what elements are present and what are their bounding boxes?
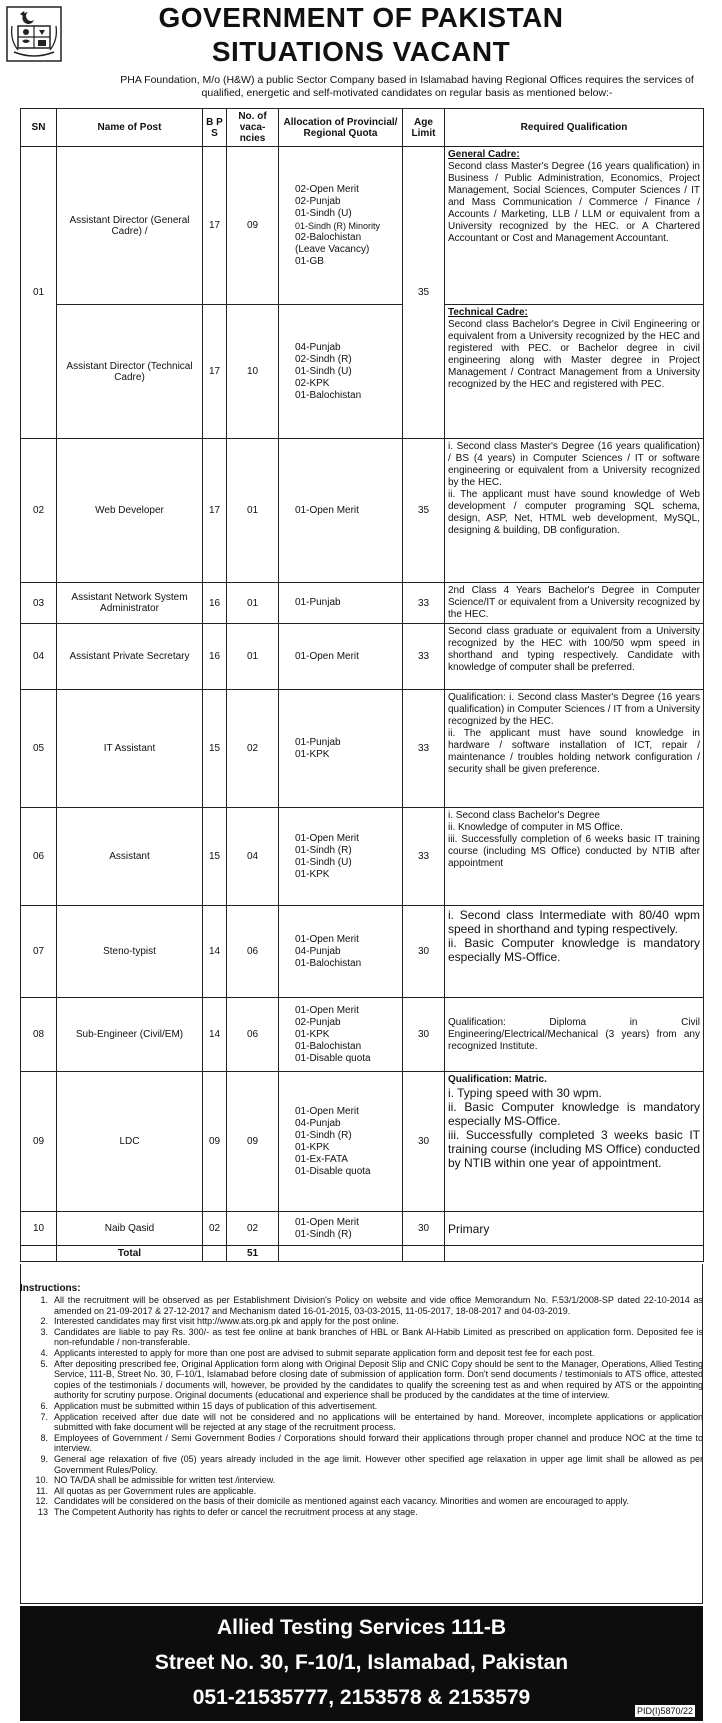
- quota-item: 02-Sindh (R): [295, 353, 352, 365]
- instruction-text: Applicants interested to apply for more than one post are advised to submit separate application form and deposit test fee for each post.: [54, 1347, 595, 1358]
- row-sn: 01: [21, 147, 57, 439]
- qualification: [445, 808, 704, 906]
- vacancies: 01: [227, 439, 279, 583]
- instruction-item: [20, 1496, 703, 1507]
- bps: 15: [203, 808, 227, 906]
- instruction-number: 12.: [35, 1496, 48, 1507]
- quota-item: 01-KPK: [295, 868, 330, 880]
- col-qualification: Required Qualification: [445, 109, 704, 147]
- table-row: [21, 439, 704, 583]
- table-row: [21, 998, 704, 1072]
- instruction-item: [20, 1327, 703, 1348]
- vacancies: 02: [227, 690, 279, 808]
- quota-item: 01-Open Merit: [295, 832, 359, 844]
- vacancies: 01: [227, 583, 279, 624]
- quota-item: (Leave Vacancy): [295, 243, 370, 255]
- qualification-text: ii. The applicant must have sound knowledge in hardware / software installation of ICT, repair / maintenance / troubles holding network configuration / security shall be given preference.: [448, 728, 700, 775]
- age-limit: 30: [403, 998, 445, 1072]
- instruction-item: [20, 1475, 703, 1486]
- quota-item: 02-Balochistan: [295, 231, 362, 243]
- instruction-text: Candidates are liable to pay Rs. 300/- as test fee online at bank branches of HBL or Bank Al-Habib Limited as prescribed on application form. Deposited fee is non-refundable / non-transferable.: [54, 1326, 703, 1348]
- quota-item: 01-Sindh (U): [295, 856, 352, 868]
- quota-item: 02-Punjab: [295, 1016, 341, 1028]
- post-name: Assistant: [57, 808, 203, 906]
- qualification-item: ii. Knowledge of computer in MS Office.: [448, 822, 623, 833]
- vacancies: 06: [227, 998, 279, 1072]
- row-sn: 02: [21, 439, 57, 583]
- instruction-number: 1.: [40, 1295, 48, 1305]
- quota-list: [279, 305, 403, 439]
- quota-item: 01-KPK: [295, 748, 330, 760]
- vacancies: 09: [227, 147, 279, 305]
- post-name: Web Developer: [57, 439, 203, 583]
- instruction-item: [20, 1454, 703, 1475]
- footer-phone: 051-21535777, 2153578 & 2153579: [192, 1686, 531, 1709]
- qualification-heading: General Cadre:: [448, 149, 520, 160]
- post-name: Steno-typist: [57, 906, 203, 998]
- footer-address: Street No. 30, F-10/1, Islamabad, Pakistan: [154, 1651, 569, 1674]
- quota-list: [279, 439, 403, 583]
- qualification-heading: Qualification: Matric.: [448, 1074, 547, 1085]
- instruction-item: [20, 1295, 703, 1316]
- row-sn: 07: [21, 906, 57, 998]
- instruction-item: [20, 1316, 703, 1327]
- qualification-text: Second class Bachelor's Degree in Civil Engineering or equivalent from a University recognized by the HEC and registered with PEC. or Bachelor degree in civil engineering along with Master degree in Project Management / Contract Management from a University recognized by the HEC and registered with PEC.: [448, 319, 700, 390]
- bps: 17: [203, 439, 227, 583]
- post-name: LDC: [57, 1072, 203, 1212]
- instruction-text: Application must be submitted within 15 days of publication of this advertisement.: [54, 1400, 378, 1411]
- instruction-text: The Competent Authority has rights to defer or cancel the recruitment process at any stage.: [54, 1506, 418, 1517]
- vacancies: 06: [227, 906, 279, 998]
- quota-item: 01-Open Merit: [295, 1105, 359, 1117]
- quota-item: 01-Punjab: [295, 736, 341, 748]
- quota-list: [279, 1072, 403, 1212]
- instruction-text: Candidates will be considered on the basis of their domicile as mentioned against each vacancy. Minorities and women are encouraged to apply.: [54, 1496, 629, 1507]
- quota-item: 01-Sindh (R) Minority: [295, 220, 381, 231]
- quota-list: [279, 690, 403, 808]
- table-header-row: [21, 109, 704, 147]
- table-row: [21, 808, 704, 906]
- qualification-item: ii. Basic Computer knowledge is mandatory especially MS-Office.: [448, 1100, 700, 1128]
- row-sn: 10: [21, 1212, 57, 1246]
- table-row: [21, 690, 704, 808]
- instruction-text: All the recruitment will be observed as per Establishment Division's Policy on website and vide office Memorandum No. F.53/1/2008-SP dated 22-10-2014 as amended on 21-09-2017 & 27-12-2017 and Mechanism dated 16-01-2015, 03-03-2015, 11-05-2017, 18-08-2017 and 04-03-2019.: [54, 1295, 703, 1316]
- post-name: Assistant Private Secretary: [57, 624, 203, 690]
- qualification-text: ii. The applicant must have sound knowledge of Web development / computer programing SQL schema, design, ASP, Net, HTML web development, MySQL, designing & building, DB configuration.: [448, 489, 700, 536]
- table-row: [21, 305, 704, 439]
- bps: 17: [203, 147, 227, 305]
- qualification-text: i. Second class Master's Degree (16 years qualification) / BS (4 years) in Computer Sciences / IT or software engineering or equivalent from a University recognized by the HEC.: [448, 441, 700, 488]
- pid-number: PID(I)5870/22: [636, 1706, 693, 1716]
- col-sn: SN: [21, 109, 57, 147]
- quota-list: [279, 808, 403, 906]
- instruction-number: 2.: [40, 1316, 48, 1327]
- instruction-item: [20, 1433, 703, 1454]
- quota-item: 01-Punjab: [295, 597, 341, 608]
- qualification-text: Qualification: Diploma in Civil Engineering/Electrical/Mechanical (3 years) from any recognized Institute.: [445, 998, 704, 1072]
- quota-list: [279, 906, 403, 998]
- table-row: [21, 147, 704, 305]
- age-limit: 35: [403, 439, 445, 583]
- vacancy-table: [20, 108, 704, 1262]
- instruction-number: 11.: [36, 1485, 48, 1496]
- quota-list: [279, 147, 403, 305]
- bps: 02: [203, 1212, 227, 1246]
- quota-item: 02-KPK: [295, 377, 330, 389]
- instruction-text: NO TA/DA shall be admissible for written test /interview.: [54, 1475, 276, 1486]
- age-limit: 33: [403, 808, 445, 906]
- instruction-item: [20, 1486, 703, 1497]
- qualification: [445, 147, 704, 305]
- quota-item: 01-Open Merit: [295, 650, 359, 662]
- age-limit: 33: [403, 690, 445, 808]
- instruction-number: 6.: [40, 1400, 48, 1411]
- instruction-text: Application received after due date will not be considered and no applications will be entertained by hand. Moreover, incomplete applications or application submitted with fake document will be rejected at any stage of the recruitment process.: [54, 1411, 703, 1433]
- quota-item: 01-Ex-FATA: [295, 1153, 348, 1165]
- quota-item: 04-Punjab: [295, 945, 341, 957]
- quota-item: 01-Balochistan: [295, 389, 362, 401]
- qualification: [445, 1072, 704, 1212]
- post-name: Naib Qasid: [57, 1212, 203, 1246]
- qualification: [445, 439, 704, 583]
- quota-item: 02-Punjab: [295, 195, 341, 207]
- col-age: Age Limit: [403, 109, 445, 147]
- instruction-text: Interested candidates may first visit http://www.ats.org.pk and apply for the post online.: [54, 1316, 399, 1327]
- quota-item: 01-Sindh (U): [295, 365, 352, 377]
- qualification-item: iii. Successfully completed 3 weeks basic IT training course (including MS Office) conducted by NTIB within one year of appointment.: [448, 1128, 700, 1170]
- bps: 09: [203, 1072, 227, 1212]
- age-limit: 30: [403, 906, 445, 998]
- page-subtitle: SITUATIONS VACANT: [211, 36, 511, 67]
- quota-item: 01-Sindh (R): [295, 844, 352, 856]
- quota-item: 01-Sindh (U): [295, 207, 352, 219]
- quota-item: 01-Open Merit: [295, 1004, 359, 1016]
- quota-list: [279, 624, 403, 690]
- qualification-item: i. Typing speed with 30 wpm.: [448, 1086, 602, 1100]
- qualification-text: Qualification: i. Second class Master's Degree (16 years qualification) in Computer Sciences / IT from a University recognized by the HEC.: [448, 692, 700, 727]
- qualification-item: iii. Successfully completion of 6 weeks basic IT training course (including MS Office) conducted by NTIB after appointment: [448, 834, 700, 869]
- total-value: 51: [227, 1246, 279, 1262]
- col-post: Name of Post: [57, 109, 203, 147]
- instruction-text: Employees of Government / Semi Government Bodies / Corporations should forward their applications through proper channel and produce NOC at the time to interview.: [54, 1432, 703, 1454]
- age-limit: 33: [403, 624, 445, 690]
- col-bps: B P S: [203, 109, 227, 147]
- quota-item: 04-Punjab: [295, 341, 341, 353]
- vacancies: 01: [227, 624, 279, 690]
- qualification-text: Second class graduate or equivalent from a University recognized by the HEC with 100/50 wpm speed in shorthand and typing respectively. Candidate with knowledge of computer shall be preferred.: [445, 624, 704, 690]
- col-quota: Allocation of Provincial/ Regional Quota: [279, 109, 403, 147]
- table-row: [21, 1072, 704, 1212]
- post-name: IT Assistant: [57, 690, 203, 808]
- vacancies: 04: [227, 808, 279, 906]
- instruction-text: After depositing prescribed fee, Original Application form along with Original Deposit Slip and CNIC Copy should be sent to the Manager, Operations, Allied Testing Service, 111-B, Street No. 30, F-10/1, Islamabad before closing date of submission of application form. Don't send documents / testimonials to ATS office, attested copies of the testimonials / documents will, however, be provided by the candidates to qualify the screening test as and when required by ATS or the appointing authority for scrutiny purpose. Original documents (educational and experience shall be produced by the candidates at the time of interview.: [54, 1358, 703, 1401]
- row-sn: 05: [21, 690, 57, 808]
- bps: 14: [203, 906, 227, 998]
- qualification-text: 2nd Class 4 Years Bachelor's Degree in Computer Science/IT or equivalent from a University recognized by the HEC.: [445, 583, 704, 624]
- instructions-title: Instructions:: [20, 1283, 81, 1294]
- age-limit: 30: [403, 1212, 445, 1246]
- age-limit: 35: [403, 147, 445, 439]
- instruction-number: 9.: [40, 1453, 48, 1464]
- table-row: [21, 906, 704, 998]
- quota-item: 01-KPK: [295, 1141, 330, 1153]
- qualification: [445, 906, 704, 998]
- quota-list: [279, 583, 403, 624]
- quota-item: 01-Disable quota: [295, 1052, 371, 1064]
- quota-list: [279, 1212, 403, 1246]
- row-sn: 08: [21, 998, 57, 1072]
- intro-text: PHA Foundation, M/o (H&W) a public Sector Company based in Islamabad having Regional Offices requires the services of qualified, energetic and self-motivated candidates on regular basis as mentioned below:-: [120, 74, 694, 99]
- instruction-number: 4.: [40, 1347, 48, 1358]
- quota-item: 04-Punjab: [295, 1117, 341, 1129]
- qualification-item: i. Second class Intermediate with 80/40 wpm speed in shorthand and typing respectively.: [448, 908, 700, 936]
- quota-item: 01-Disable quota: [295, 1165, 371, 1177]
- row-sn: 04: [21, 624, 57, 690]
- bps: 16: [203, 583, 227, 624]
- table-row: [21, 1212, 704, 1246]
- instruction-item: [20, 1401, 703, 1412]
- row-sn: 09: [21, 1072, 57, 1212]
- bps: 17: [203, 305, 227, 439]
- qualification-item: i. Second class Bachelor's Degree: [448, 810, 600, 821]
- quota-item: 01-KPK: [295, 1028, 330, 1040]
- footer-banner: [20, 1606, 703, 1721]
- vacancies: 02: [227, 1212, 279, 1246]
- instructions-list: [20, 1295, 703, 1517]
- quota-item: 01-Open Merit: [295, 1216, 359, 1228]
- instruction-text: All quotas as per Government rules are applicable.: [54, 1485, 257, 1496]
- instruction-item: [20, 1359, 703, 1401]
- quota-item: 01-Balochistan: [295, 1040, 362, 1052]
- bps: 15: [203, 690, 227, 808]
- instruction-number: 13: [37, 1506, 48, 1517]
- bps: 14: [203, 998, 227, 1072]
- instruction-number: 5.: [40, 1358, 48, 1369]
- post-name: Sub-Engineer (Civil/EM): [57, 998, 203, 1072]
- age-limit: 33: [403, 583, 445, 624]
- total-label: Total: [57, 1246, 203, 1262]
- qualification-item: ii. Basic Computer knowledge is mandatory especially MS-Office.: [448, 936, 700, 964]
- post-name: Assistant Director (Technical Cadre): [57, 305, 203, 439]
- age-limit: 30: [403, 1072, 445, 1212]
- instruction-number: 3.: [40, 1326, 48, 1337]
- quota-item: 01-Open Merit: [295, 933, 359, 945]
- footer-org: Allied Testing Services 111-B: [216, 1616, 507, 1639]
- qualification-text: Primary: [445, 1212, 704, 1246]
- row-sn: 06: [21, 808, 57, 906]
- post-name: Assistant Network System Administrator: [57, 583, 203, 624]
- instruction-text: General age relaxation of five (05) years already included in the age limit. However other specified age relaxation in upper age limit shall be allowed as per Government Rules/Policy.: [54, 1453, 703, 1475]
- col-vacancies: No. of vaca-ncies: [227, 109, 279, 147]
- instruction-item: [20, 1412, 703, 1433]
- instruction-number: 8.: [40, 1432, 48, 1443]
- qualification-text: Second class Master's Degree (16 years qualification) in Business / Public Administration, Economics, Project Management, Social Sciences, Computer Sciences / IT and Mass Communication / Commerce / Finance / Accounts / Marketing, LLB / LLM or equivalent from a University recognized by the HEC. or A Chartered Accountant or Cost and Management Accountant.: [448, 161, 700, 244]
- table-row: [21, 624, 704, 690]
- quota-item: 01-Sindh (R): [295, 1228, 352, 1240]
- quota-list: [279, 998, 403, 1072]
- qualification: [445, 690, 704, 808]
- row-sn: 03: [21, 583, 57, 624]
- qualification-heading: Technical Cadre:: [448, 307, 528, 318]
- table-row: [21, 583, 704, 624]
- instruction-item: [20, 1348, 703, 1359]
- quota-item: 01-Sindh (R): [295, 1129, 352, 1141]
- vacancies: 09: [227, 1072, 279, 1212]
- quota-item: 01-Balochistan: [295, 957, 362, 969]
- total-row: [21, 1246, 704, 1262]
- instruction-number: 7.: [40, 1411, 48, 1422]
- bps: 16: [203, 624, 227, 690]
- qualification: [445, 305, 704, 439]
- post-name: Assistant Director (General Cadre) /: [57, 147, 203, 305]
- vacancies: 10: [227, 305, 279, 439]
- quota-item: 01-GB: [295, 255, 324, 267]
- instruction-item: [20, 1507, 703, 1518]
- quota-item: 02-Open Merit: [295, 183, 359, 195]
- page-title: GOVERNMENT OF PAKISTAN: [158, 2, 564, 33]
- quota-item: 01-Open Merit: [295, 504, 359, 516]
- instruction-number: 10.: [35, 1475, 48, 1486]
- header: [0, 0, 722, 66]
